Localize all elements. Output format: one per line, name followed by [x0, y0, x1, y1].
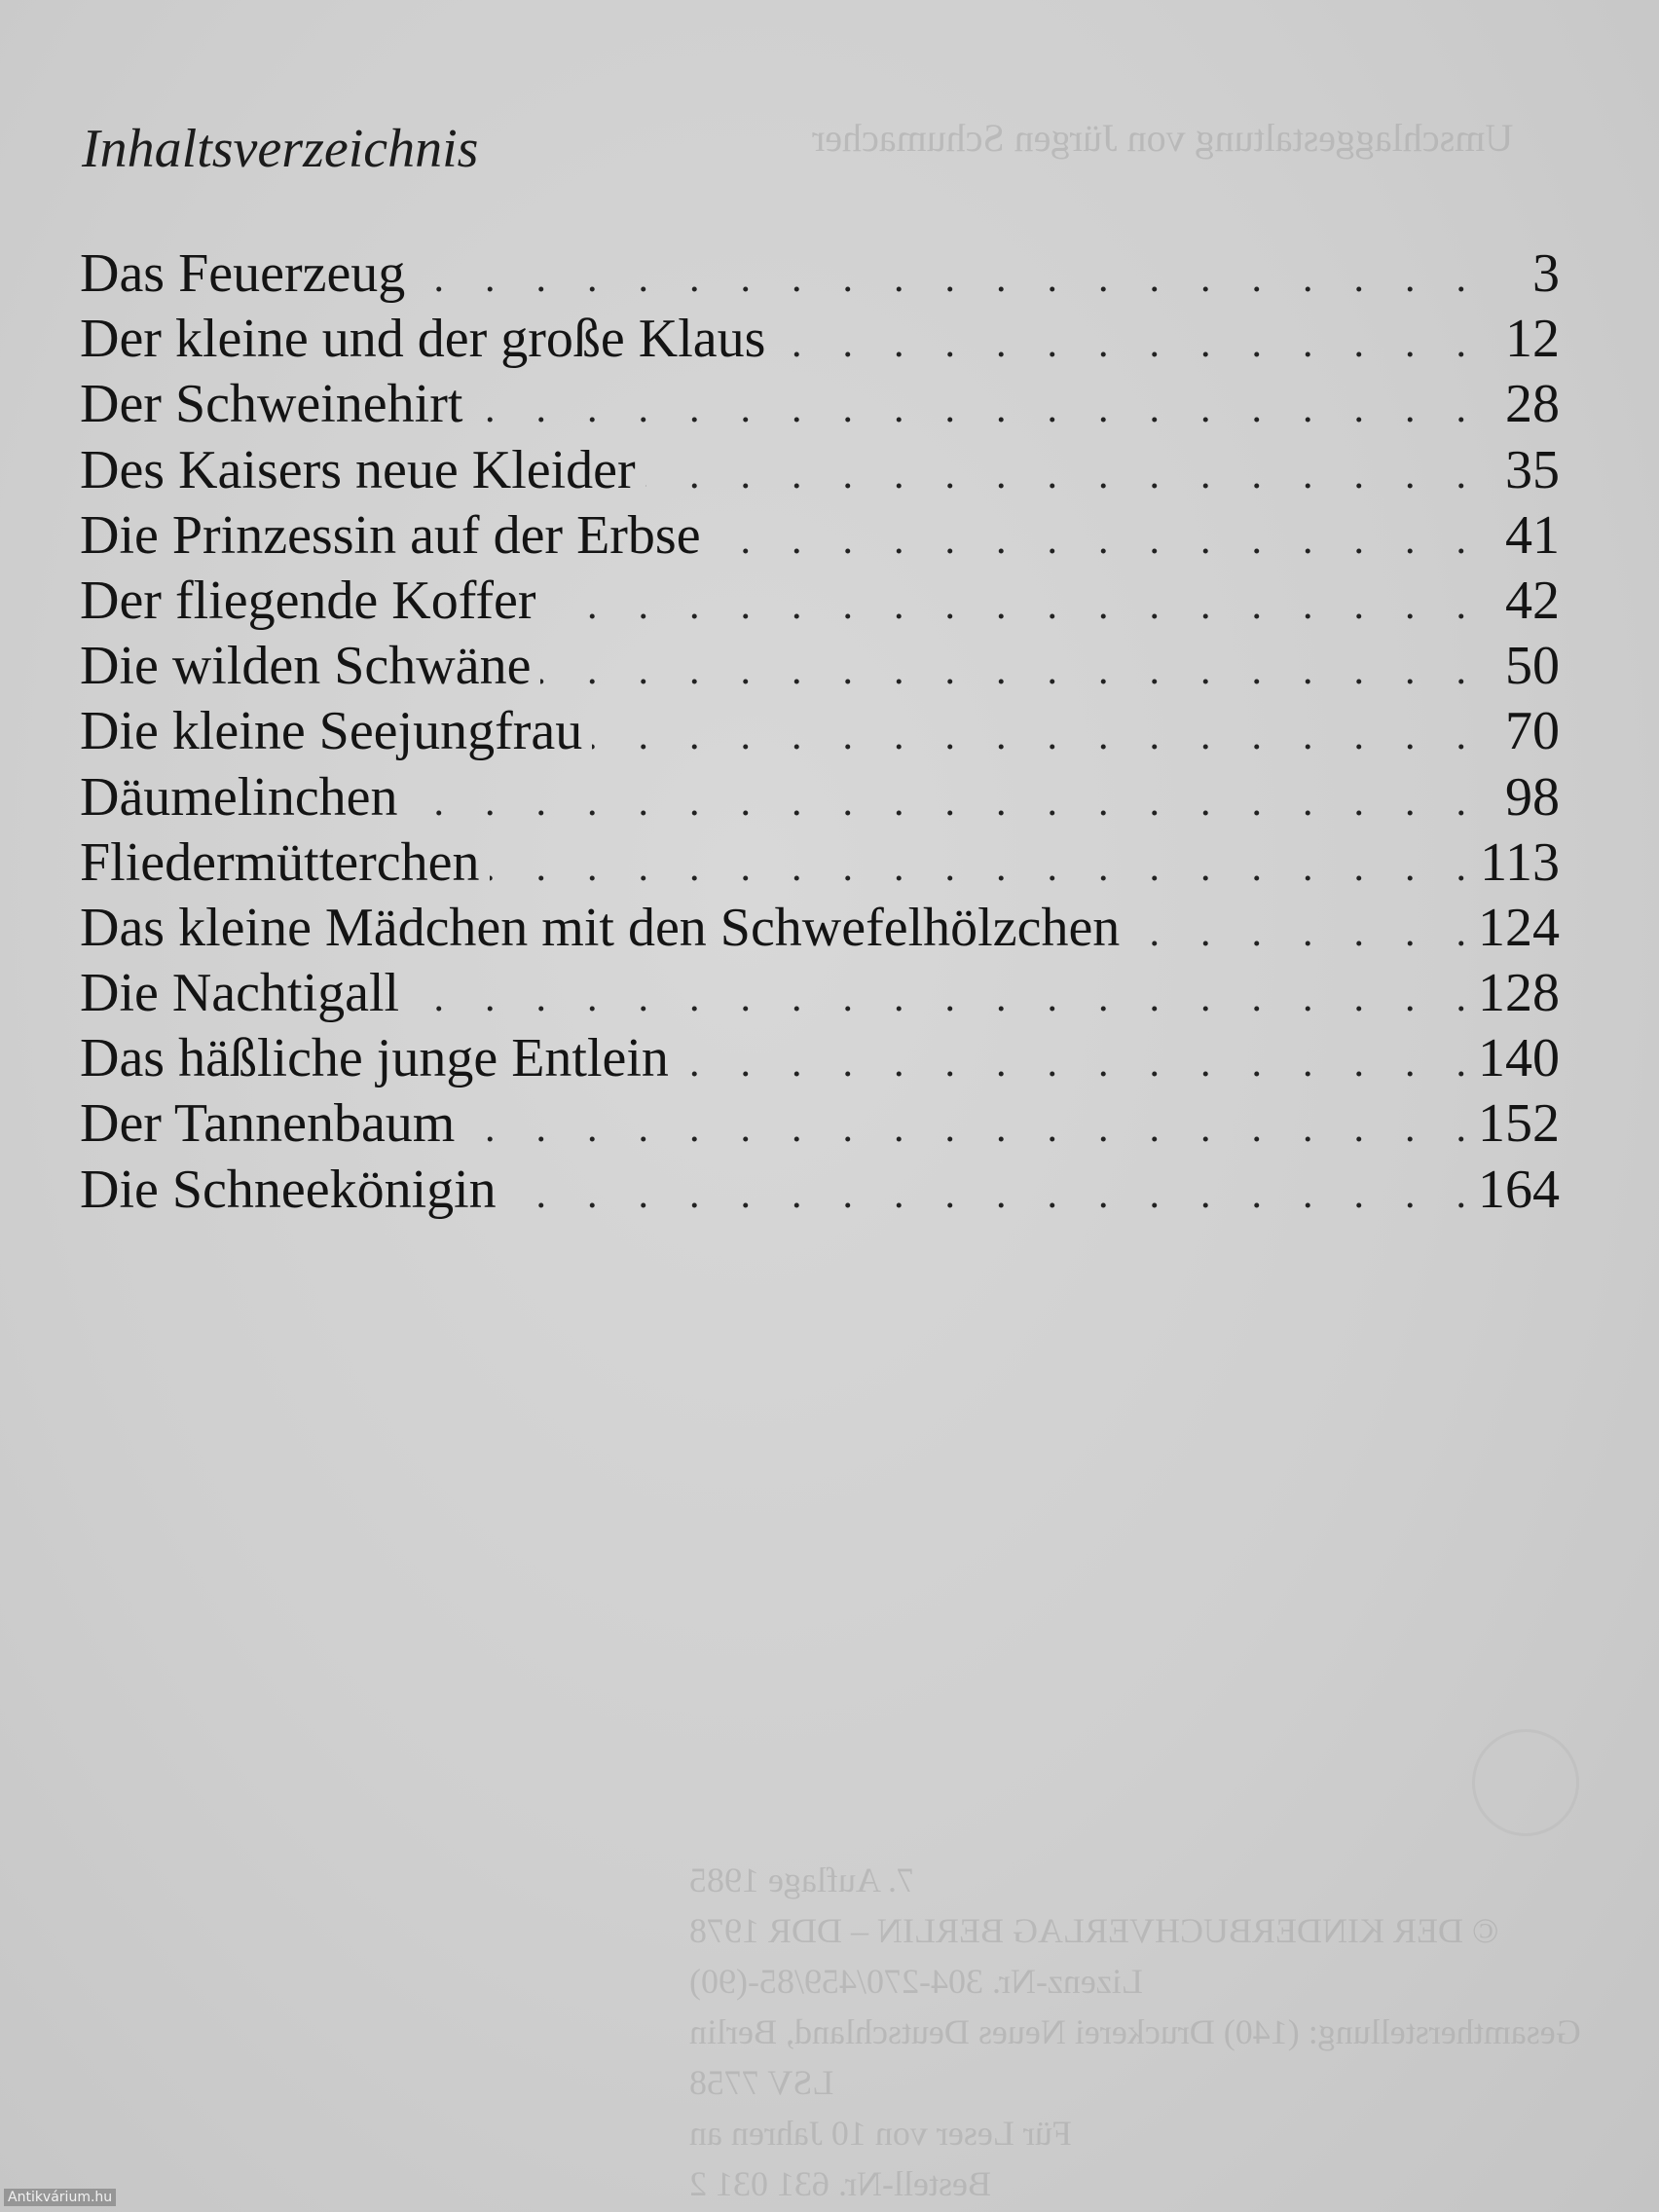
- dot-leader: [464, 1091, 1466, 1161]
- toc-entry-page: 70: [1505, 701, 1560, 762]
- dot-leader: [415, 241, 1466, 312]
- toc-entry-title: Die Prinzessin auf der Erbse: [80, 504, 701, 566]
- toc-entry-title: Fliedermütterchen: [80, 831, 480, 893]
- toc-entry: [80, 699, 1560, 764]
- toc-entry: [80, 241, 1560, 307]
- toc-entry: [80, 372, 1560, 437]
- toc-entry: [80, 307, 1560, 372]
- toc-entry: [80, 896, 1560, 961]
- imprint-line: Bestell-Nr. 631 031 2: [689, 2164, 992, 2203]
- toc-entry: [80, 765, 1560, 830]
- toc-entry-title: Des Kaisers neue Kleider: [80, 439, 636, 500]
- dot-leader: [711, 503, 1466, 573]
- show-through-publisher-seal-icon: [1472, 1729, 1579, 1836]
- toc-entry: [80, 1158, 1560, 1223]
- toc-entry-page: 28: [1505, 374, 1560, 435]
- toc-entry-title: Das Feuerzeug: [80, 243, 406, 304]
- toc-entry: [80, 634, 1560, 699]
- dot-leader: [1129, 896, 1466, 966]
- dot-leader: [490, 830, 1466, 901]
- dot-leader: [540, 634, 1466, 704]
- toc-entry-page: 113: [1480, 831, 1560, 893]
- toc-entry-title: Der kleine und der große Klaus: [80, 309, 766, 370]
- toc-entry-page: 128: [1478, 963, 1560, 1024]
- imprint-line: 7. Auflage 1985: [689, 1861, 915, 1899]
- toc-entry-title: Die wilden Schwäne: [80, 636, 532, 697]
- dot-leader: [645, 438, 1466, 508]
- toc-entry-title: Der Schweinehirt: [80, 374, 463, 435]
- toc-entry-page: 140: [1478, 1028, 1560, 1089]
- imprint-line: Für Leser von 10 Jahren an: [689, 2114, 1073, 2153]
- watermark: Antikvárium.hu: [4, 2189, 116, 2206]
- toc-entry-page: 152: [1478, 1093, 1560, 1155]
- dot-leader: [409, 961, 1466, 1031]
- toc-entry: [80, 1026, 1560, 1091]
- toc-entry-page: 98: [1505, 766, 1560, 828]
- dot-leader: [506, 1158, 1466, 1228]
- toc-entry-page: 164: [1478, 1159, 1560, 1220]
- toc-entry-title: Däumelinchen: [80, 766, 398, 828]
- show-through-imprint: [689, 1855, 1581, 2209]
- toc-entry: [80, 569, 1560, 634]
- toc-entry-page: 12: [1505, 309, 1560, 370]
- toc-entry: [80, 503, 1560, 569]
- dot-leader: [679, 1026, 1466, 1096]
- table-of-contents: [80, 241, 1560, 1223]
- toc-entry-title: Das kleine Mädchen mit den Schwefelhölzchen: [80, 897, 1121, 958]
- toc-entry: [80, 1091, 1560, 1157]
- toc-entry-page: 42: [1505, 570, 1560, 631]
- toc-entry-page: 50: [1505, 636, 1560, 697]
- toc-entry-title: Der fliegende Koffer: [80, 570, 536, 631]
- toc-entry-title: Der Tannenbaum: [80, 1093, 456, 1155]
- toc-entry-page: 3: [1532, 243, 1560, 304]
- toc-entry: [80, 438, 1560, 503]
- toc-entry-title: Die Schneekönigin: [80, 1159, 497, 1220]
- toc-entry: [80, 961, 1560, 1026]
- toc-entry-page: 35: [1505, 439, 1560, 500]
- imprint-line: LSV 7758: [689, 2063, 834, 2102]
- toc-entry-title: Die kleine Seejungfrau: [80, 701, 583, 762]
- dot-leader: [592, 699, 1466, 769]
- toc-entry-title: Das häßliche junge Entlein: [80, 1028, 669, 1089]
- imprint-line: Gesamtherstellung: (140) Druckerei Neues Deutschland, Berlin: [689, 2012, 1581, 2051]
- toc-entry-page: 124: [1478, 897, 1560, 958]
- dot-leader: [472, 372, 1466, 442]
- imprint-line: © DER KINDERBUCHVERLAG BERLIN – DDR 1978: [689, 1911, 1499, 1950]
- show-through-cover-credit: Umschlaggestaltung von Jürgen Schumacher: [811, 116, 1513, 160]
- dot-leader: [775, 307, 1466, 377]
- toc-entry-page: 41: [1505, 504, 1560, 566]
- imprint-line: Lizenz-Nr. 304-270/459/85-(90): [689, 1962, 1144, 2001]
- dot-leader: [408, 765, 1466, 835]
- page-title: Inhaltsverzeichnis: [82, 119, 479, 179]
- toc-entry-title: Die Nachtigall: [80, 963, 400, 1024]
- dot-leader: [546, 569, 1466, 639]
- toc-entry: [80, 830, 1560, 896]
